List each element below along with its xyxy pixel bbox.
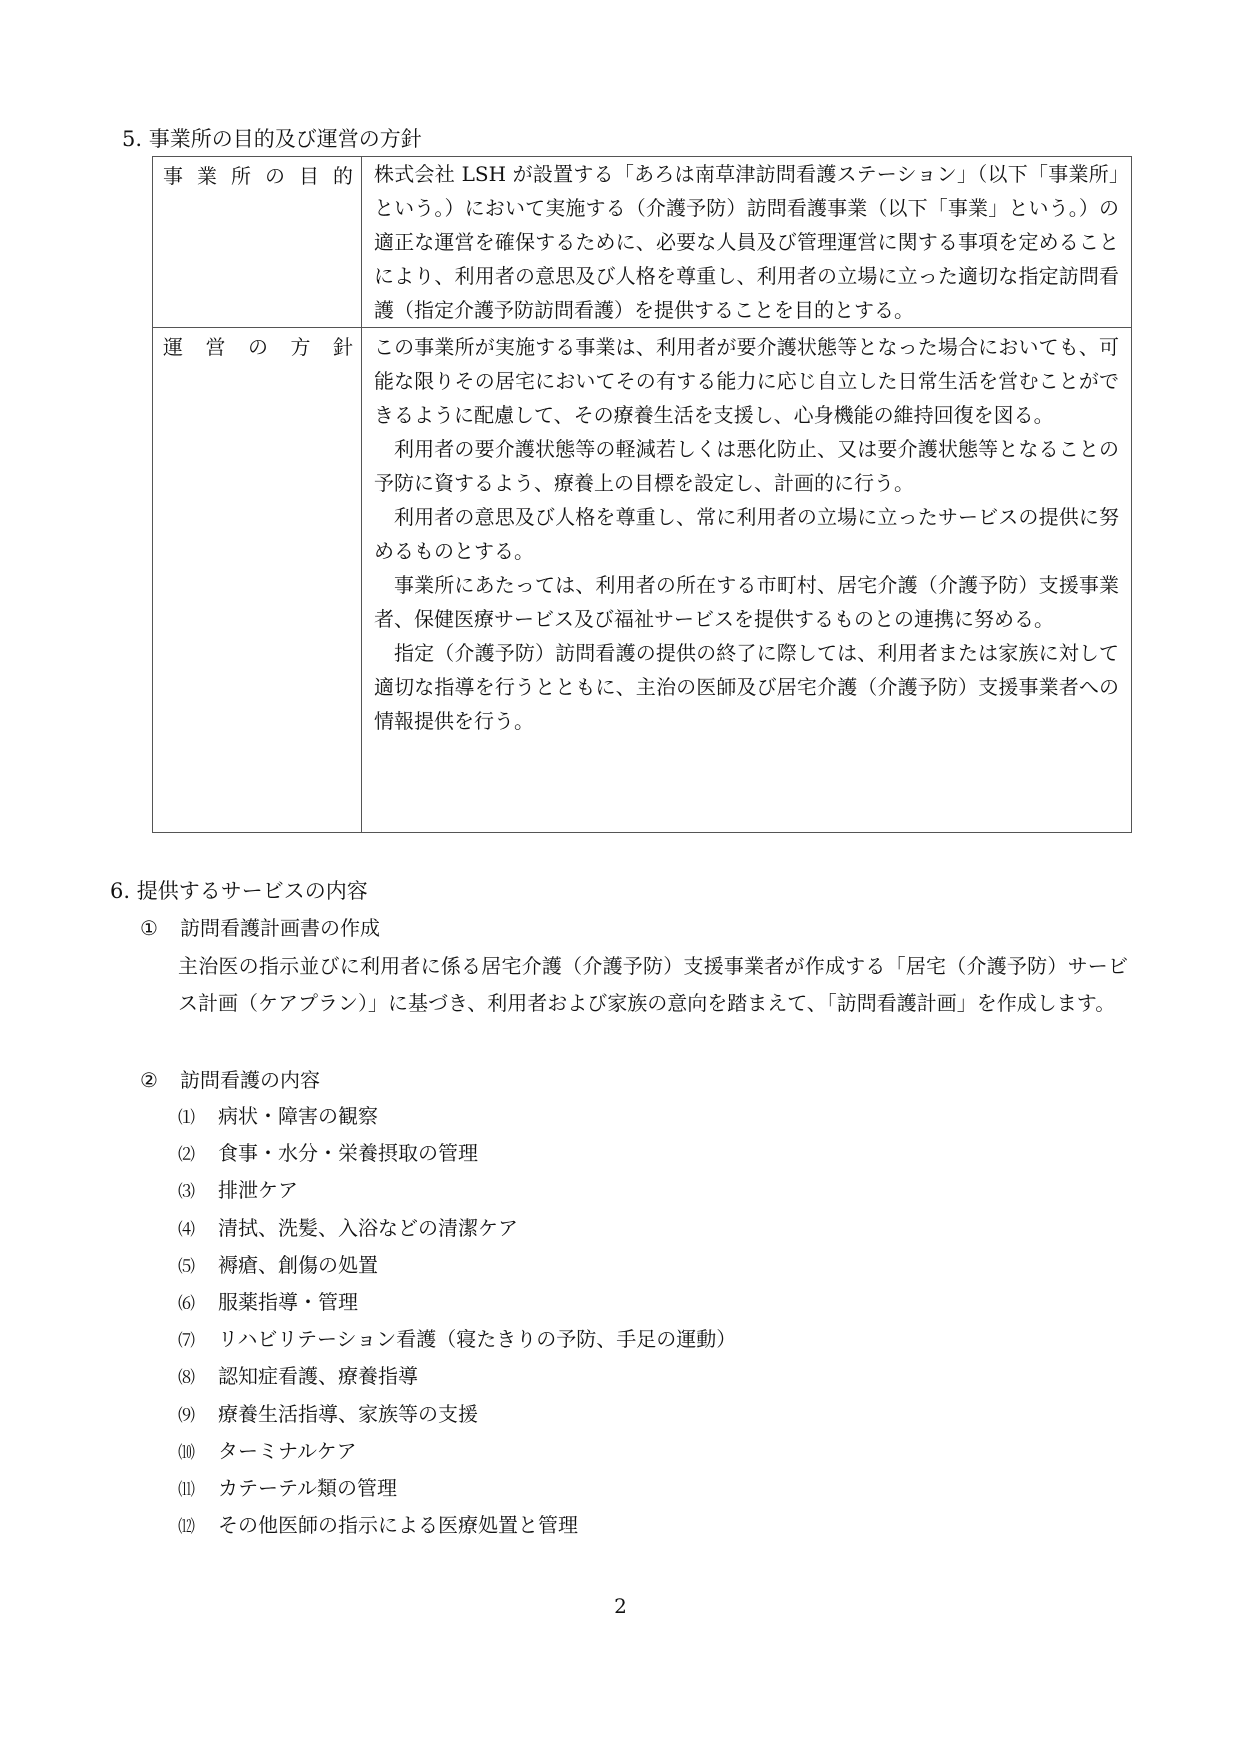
policy-paragraph: この事業所が実施する事業は、利用者が要介護状態等となった場合においても、可能な限りその居宅においてその有する能力に応じ自立した日常生活を営むことができるように配慮して、その療養生活を支援し、心身機能の維持回復を図る。 [374,335,1119,427]
item-number: ⑶ [178,1182,195,1203]
table-label-cell [153,328,362,833]
policy-paragraph: 利用者の要介護状態等の軽減若しくは悪化防止、又は要介護状態等となることの予防に資するよう、療養上の目標を設定し、計画的に行う。 [374,437,1119,495]
item-text: 排泄ケア [218,1178,298,1203]
subsection-title: 訪問看護計画書の作成 [180,916,380,940]
policy-paragraph: 指定（介護予防）訪問看護の提供の終了に際しては、利用者または家族に対して適切な指導を行うとともに、主治の医師及び居宅介護（介護予防）支援事業者への情報提供を行う。 [374,641,1119,733]
item-number: ⑺ [178,1331,195,1352]
purpose-text [374,157,1119,327]
policy-paragraph: 利用者の意思及び人格を尊重し、常に利用者の立場に立ったサービスの提供に努めるものとする。 [374,505,1119,563]
section-5-heading: 5. 事業所の目的及び運営の方針 [122,127,422,151]
item-text: カテーテル類の管理 [218,1475,397,1500]
item-number: ⑹ [178,1293,195,1314]
list-item [178,1473,736,1510]
policy-label: 運営の方針 [163,335,353,359]
nursing-content-list [178,1101,736,1547]
item-number: ⑸ [178,1256,195,1277]
list-item [178,1101,736,1138]
table-label-cell [153,157,362,328]
list-item [178,1361,736,1398]
subsection-nursing-content-heading [140,1065,320,1095]
list-item [178,1250,736,1287]
table-body-cell [362,328,1132,833]
table-body-cell [362,157,1132,328]
item-number: ⑼ [178,1405,195,1426]
list-item [178,1436,736,1473]
item-text: 認知症看護、療養指導 [218,1364,418,1389]
purpose-paragraph: 株式会社 LSH が設置する「あろは南草津訪問看護ステーション」（以下「事業所」という。）において実施する（介護予防）訪問看護事業（以下「事業」という。）の適正な運営を確保するために、必要な人員及び管理運営に関する事項を定めることにより、利用者の意思及び人格を尊重し、利用者の立場に立った適切な指定訪問看護（指定介護予防訪問看護）を提供することを目的とする。 [374,162,1119,322]
table-row-purpose [153,157,1132,328]
purpose-label: 事業所の目的 [163,164,353,188]
circled-number-1: ① [140,916,158,940]
list-item [178,1213,736,1250]
policy-paragraph: 事業所にあたっては、利用者の所在する市町村、居宅介護（介護予防）支援事業者、保健医療サービス及び福祉サービスを提供するものとの連携に努める。 [374,573,1119,631]
item-number: ⑻ [178,1368,195,1389]
item-text: 服薬指導・管理 [218,1289,358,1314]
list-item [178,1287,736,1324]
item-number: ⑽ [178,1442,195,1463]
item-number: ⑾ [178,1479,195,1500]
subsection-care-plan-heading [140,913,380,943]
list-item [178,1510,736,1547]
care-plan-description: 主治医の指示並びに利用者に係る居宅介護（介護予防）支援事業者が作成する「居宅（介護予防）サービス計画（ケアプラン）」に基づき、利用者および家族の意向を踏まえて、「訪問看護計画」を作成します。 [178,954,1128,1015]
section-6-heading: 6. 提供するサービスの内容 [110,879,368,903]
item-number: ⑵ [178,1145,195,1166]
list-item [178,1399,736,1436]
circled-number-2: ② [140,1068,158,1092]
purpose-policy-table [152,156,1132,833]
item-number: ⑴ [178,1108,195,1128]
list-item [178,1324,736,1361]
subsection-title: 訪問看護の内容 [180,1068,320,1092]
item-number: ⑷ [178,1219,195,1240]
item-text: 褥瘡、創傷の処置 [218,1252,378,1277]
page-number: 2 [614,1594,627,1618]
list-item [178,1138,736,1175]
list-item [178,1175,736,1212]
policy-text [374,330,1119,738]
item-text: リハビリテーション看護（寝たきりの予防、手足の運動） [218,1327,737,1352]
item-text: その他医師の指示による医療処置と管理 [218,1513,578,1538]
table-row-policy [153,328,1132,833]
item-number: ⑿ [178,1517,195,1538]
item-text: 病状・障害の観察 [218,1104,378,1128]
item-text: 食事・水分・栄養摂取の管理 [218,1141,478,1166]
item-text: 療養生活指導、家族等の支援 [218,1401,478,1426]
item-text: ターミナルケア [218,1438,357,1463]
item-text: 清拭、洗髪、入浴などの清潔ケア [218,1215,518,1240]
